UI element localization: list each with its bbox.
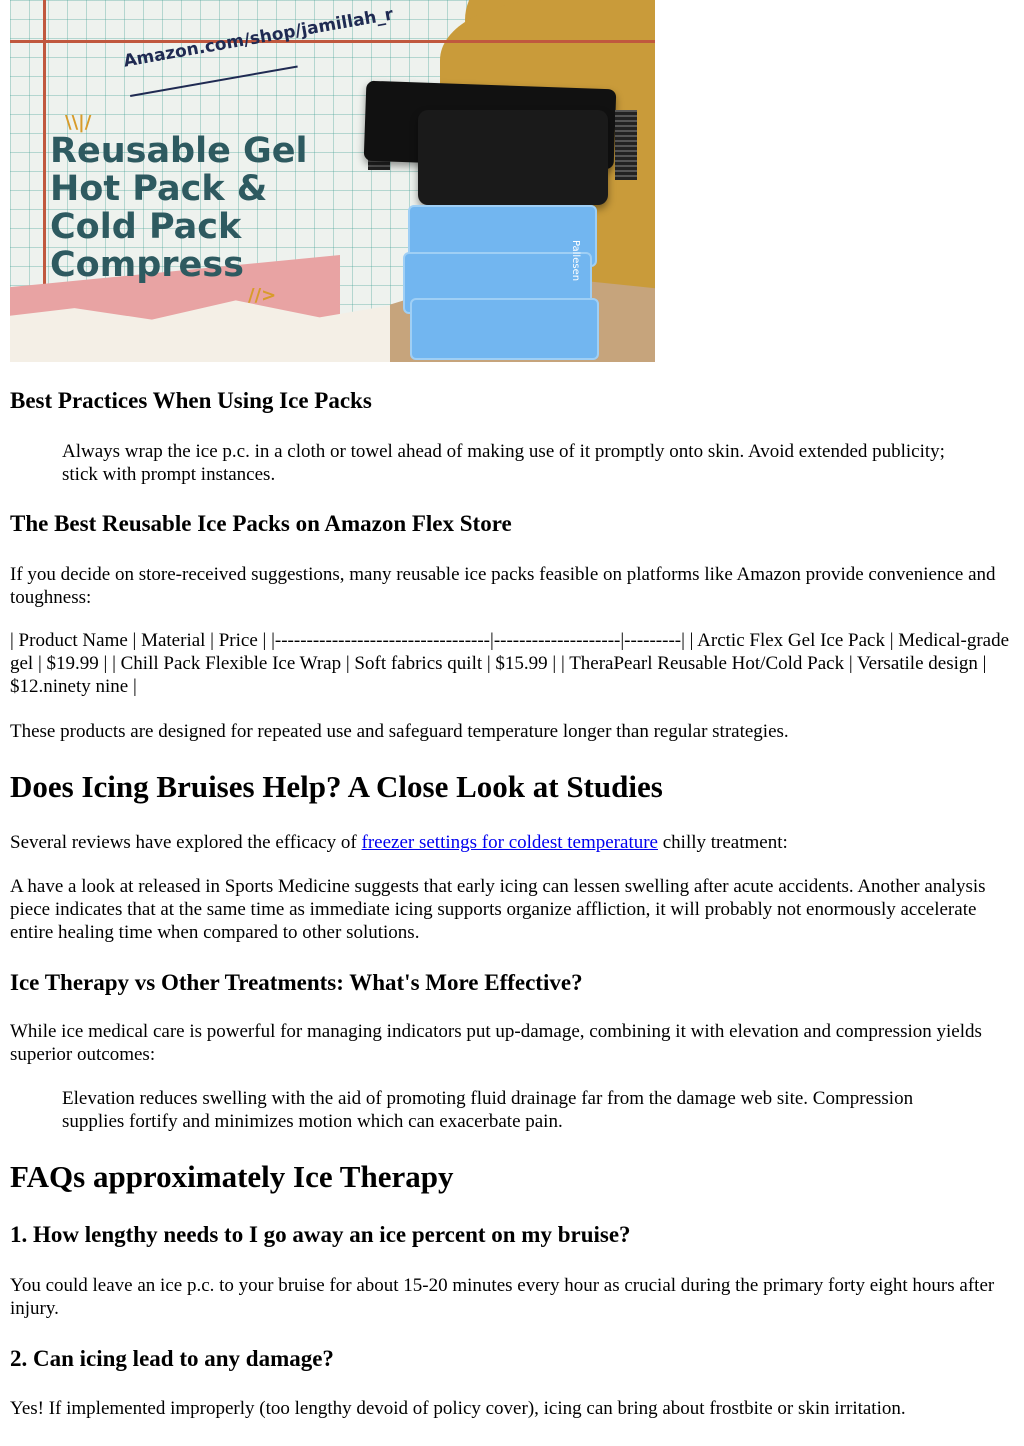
- quote-therapy-vs: Elevation reduces swelling with the aid of promoting fluid drainage far from the damage web site. Compression supplies fortify and minimizes motion which can exacerbate pain.: [62, 1088, 914, 1132]
- article: [10, 0, 1014, 1419]
- sparkle-icon: //>: [248, 285, 277, 306]
- banner-url-text: Amazon.com/shop/jamillah_r: [122, 4, 395, 72]
- gel-pack-brand: Pallesen: [570, 239, 582, 282]
- paragraph-studies-body: A have a look at released in Sports Medicine suggests that early icing can lessen swelling after acute accidents. Another analysis piece indicates that at the same time as immediate icing supports organize affliction, it will probably not enormously accelerate entire healing time when compared to other solutions.: [10, 876, 986, 943]
- faq-answer-1: You could leave an ice p.c. to your bruise for about 15-20 minutes every hour as crucial during the primary forty eight hours after injury.: [10, 1275, 995, 1319]
- faq-answer-2: Yes! If implemented improperly (too lengthy devoid of policy cover), icing can bring about frostbite or skin irritation.: [10, 1398, 906, 1419]
- blue-gel-pack: [410, 298, 599, 360]
- heading-faqs: FAQs approximately Ice Therapy: [10, 1159, 454, 1194]
- faq-question-1: 1. How lengthy needs to I go away an ice percent on my bruise?: [10, 1222, 631, 1247]
- faq-question-2: 2. Can icing lead to any damage?: [10, 1346, 334, 1371]
- paragraph-product-table: | Product Name | Material | Price | |----------------------------------|--------------------|---------| | Arctic Flex Gel Ice Pack | Medical-grade gel | $19.99 | | Chill Pack Flexible Ice Wrap | Soft fabrics quilt | $15.99 | | TheraPearl Reusable Hot/Cold Pack | Versatile design | $12.ninety nine |: [10, 630, 1010, 697]
- sparkle-icon: \\|/: [65, 112, 92, 133]
- heading-best-practices: Best Practices When Using Ice Packs: [10, 388, 372, 413]
- link-freezer-settings[interactable]: freezer settings for coldest temperature: [361, 832, 658, 853]
- quote-best-practices: Always wrap the ice p.c. in a cloth or towel ahead of making use of it promptly onto skin. Avoid extended publicity; stick with prompt instances.: [62, 441, 945, 485]
- product-banner-image: [10, 0, 655, 362]
- heading-best-reusable: The Best Reusable Ice Packs on Amazon Flex Store: [10, 511, 512, 536]
- heading-studies: Does Icing Bruises Help? A Close Look at Studies: [10, 769, 663, 804]
- paragraph-studies-intro: Several reviews have explored the efficacy of freezer settings for coldest temperature chilly treatment:: [10, 832, 788, 853]
- paragraph-therapy-vs-intro: While ice medical care is powerful for managing indicators put up-damage, combining it with elevation and compression yields superior outcomes:: [10, 1021, 982, 1065]
- paragraph-best-reusable-outro: These products are designed for repeated use and safeguard temperature longer than regular strategies.: [10, 721, 789, 742]
- paragraph-best-reusable-intro: If you decide on store-received suggestions, many reusable ice packs feasible on platforms like Amazon provide convenience and toughness:: [10, 564, 996, 608]
- heading-therapy-vs: Ice Therapy vs Other Treatments: What's More Effective?: [10, 970, 583, 995]
- banner-title: Reusable Gel Hot Pack & Cold Pack Compress: [50, 131, 308, 285]
